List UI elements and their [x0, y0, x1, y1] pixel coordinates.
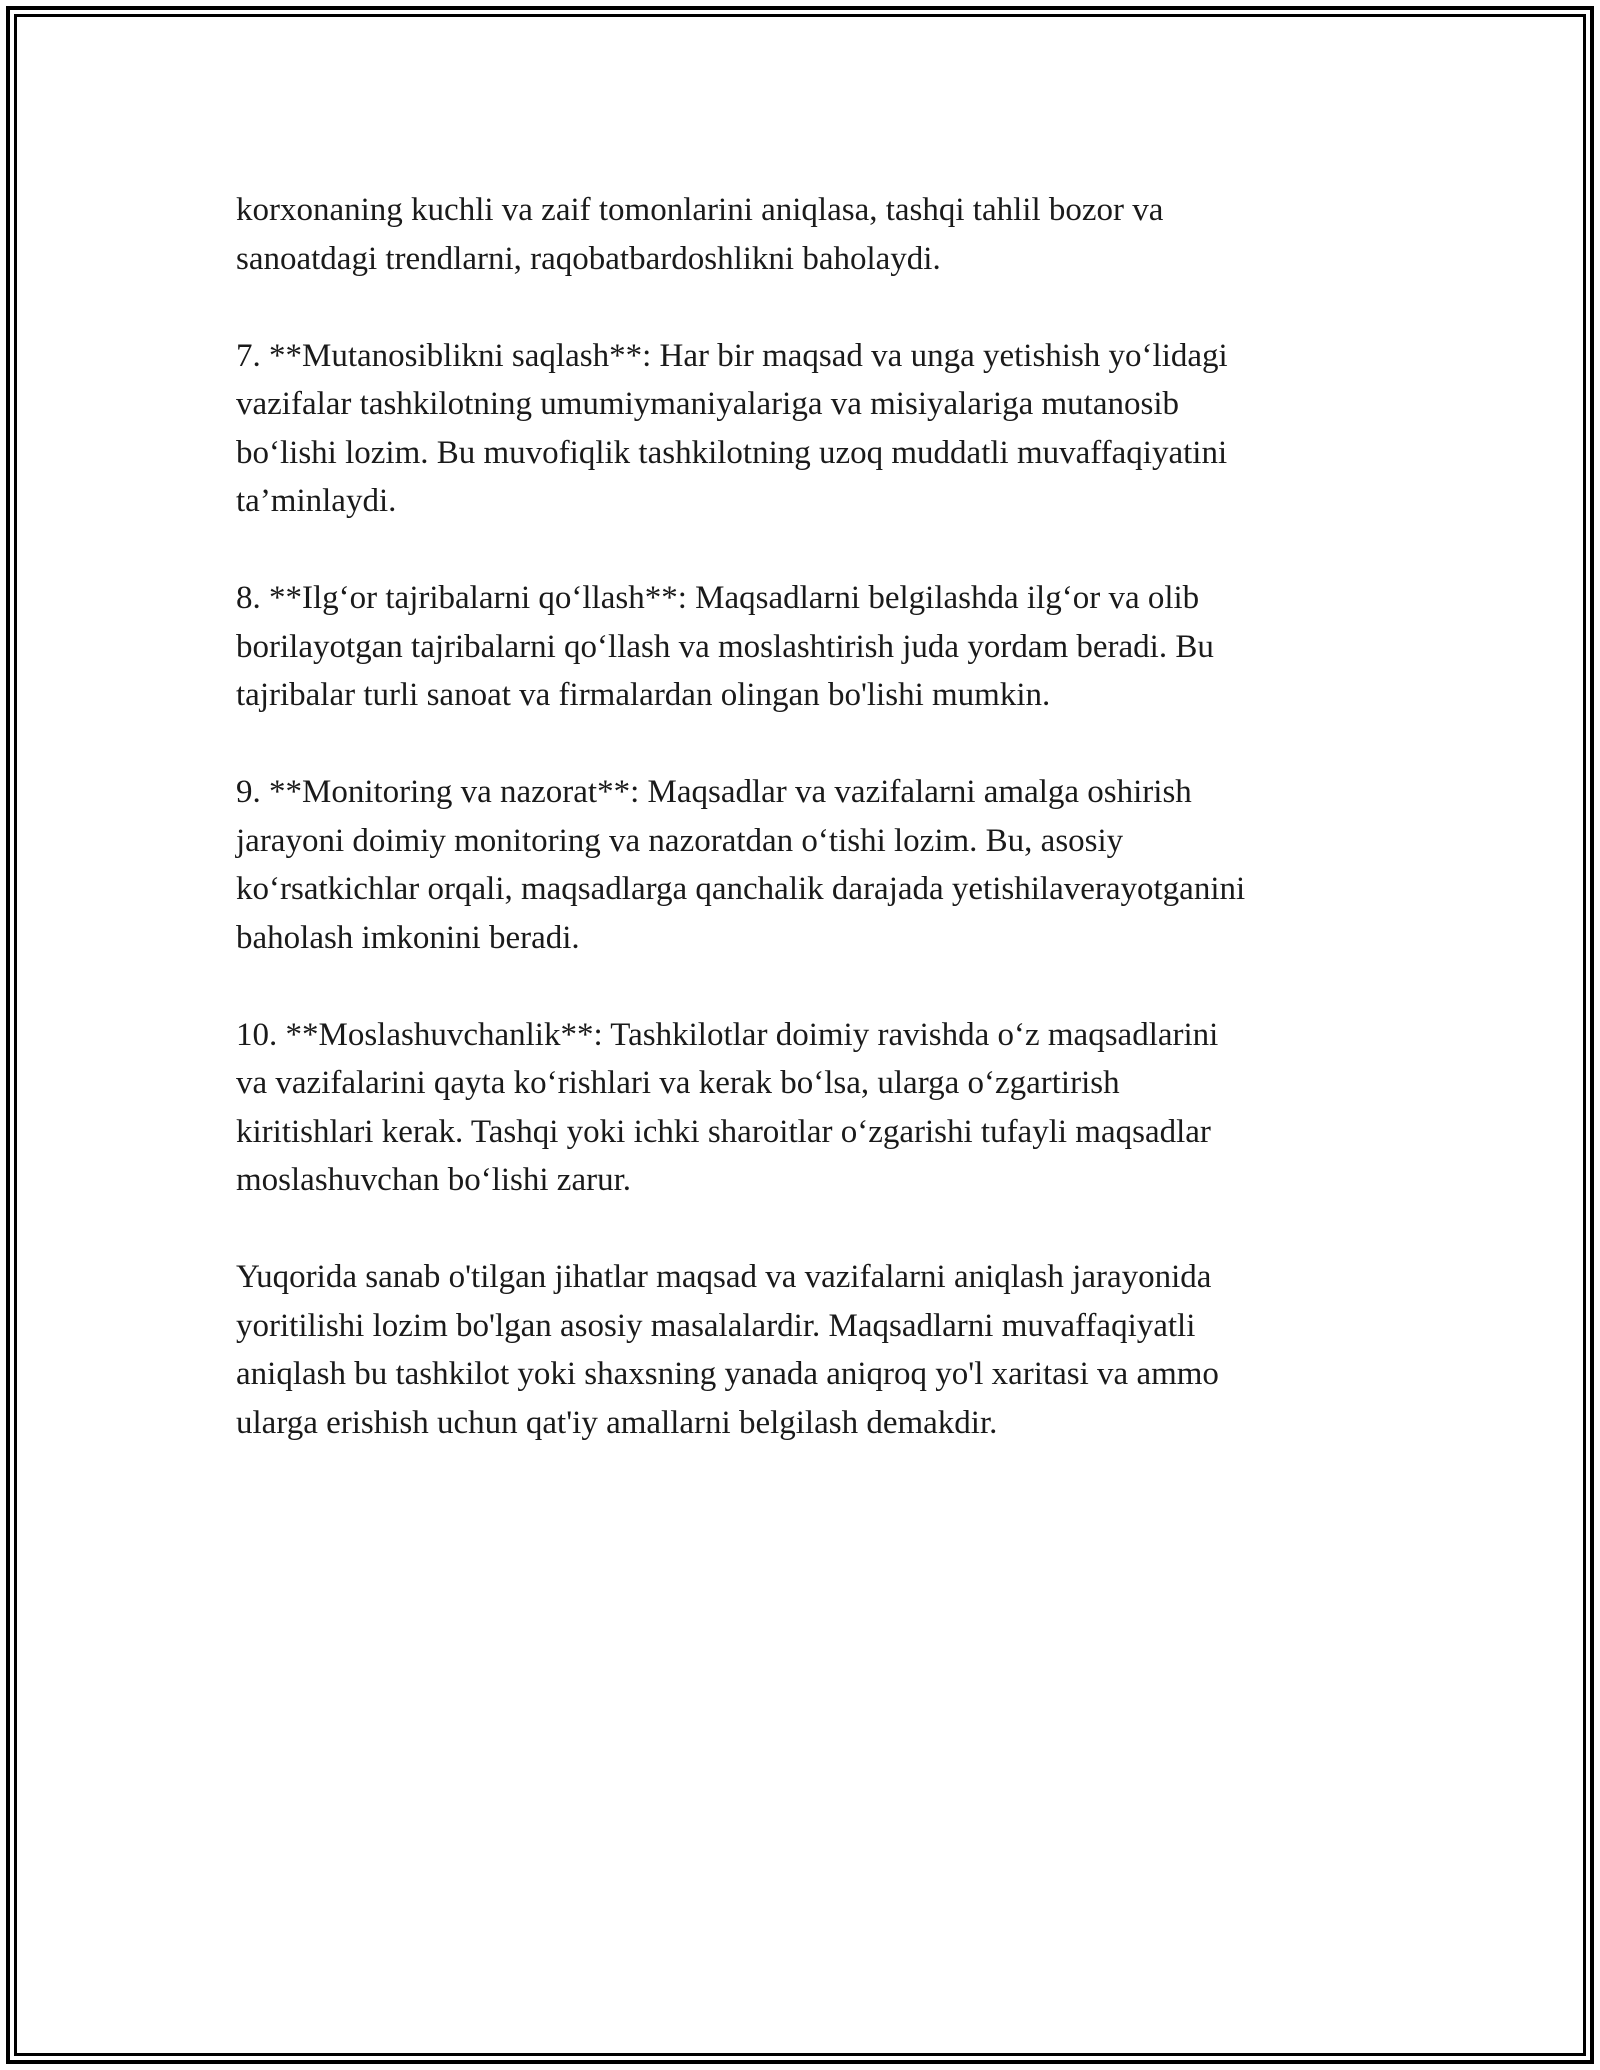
- text-line: va vazifalarini qayta ko‘rishlari va kerak bo‘lsa, ularga o‘zgartirish: [236, 1065, 1120, 1101]
- text-line: korxonaning kuchli va zaif tomonlarini aniqlasa, tashqi tahlil bozor va: [236, 192, 1164, 228]
- document-body: [236, 186, 1386, 1496]
- paragraph-item-10: [236, 1011, 1386, 1205]
- text-line: Yuqorida sanab o'tilgan jihatlar maqsad va vazifalarni aniqlash jarayonida: [236, 1259, 1212, 1295]
- text-line: baholash imkonini beradi.: [236, 919, 580, 956]
- text-line: 10. **Moslashuvchanlik**: Tashkilotlar doimiy ravishda o‘z maqsadlarini: [236, 1016, 1219, 1053]
- text-line: 9. **Monitoring va nazorat**: Maqsadlar va vazifalarni amalga oshirish: [236, 774, 1192, 810]
- paragraph-item-7: [236, 332, 1386, 526]
- paragraph-item-9: [236, 768, 1386, 962]
- text-line: sanoatdagi trendlarni, raqobatbardoshlikni baholaydi.: [236, 240, 941, 277]
- text-line: kiritishlari kerak. Tashqi yoki ichki sharoitlar o‘zgarishi tufayli maqsadlar: [236, 1113, 1211, 1150]
- text-line: tajribalar turli sanoat va firmalardan olingan bo'lishi mumkin.: [236, 677, 1051, 713]
- text-line: jarayoni doimiy monitoring va nazoratdan o‘tishi lozim. Bu, asosiy: [236, 822, 1124, 859]
- text-line: bo‘lishi lozim. Bu muvofiqlik tashkilotning uzoq muddatli muvaffaqiyatini: [236, 434, 1228, 471]
- text-line: 8. **Ilg‘or tajribalarni qo‘llash**: Maqsadlarni belgilashda ilg‘or va olib: [236, 580, 1200, 616]
- text-line: yoritilishi lozim bo'lgan asosiy masalalardir. Maqsadlarni muvaffaqiyatli: [236, 1307, 1196, 1344]
- text-line: borilayotgan tajribalarni qo‘llash va moslashtirish juda yordam beradi. Bu: [236, 628, 1214, 665]
- text-line: ta’minlaydi.: [236, 483, 397, 519]
- text-line: ularga erishish uchun qat'iy amallarni belgilash demakdir.: [236, 1404, 998, 1441]
- paragraph-swot-continuation: [236, 186, 1386, 283]
- text-line: aniqlash bu tashkilot yoki shaxsning yanada aniqroq yo'l xaritasi va ammo: [236, 1356, 1219, 1392]
- text-line: ko‘rsatkichlar orqali, maqsadlarga qanchalik darajada yetishilaverayotganini: [236, 871, 1246, 907]
- paragraph-conclusion: [236, 1253, 1386, 1447]
- text-line: 7. **Mutanosiblikni saqlash**: Har bir maqsad va unga yetishish yo‘lidagi: [236, 337, 1228, 374]
- text-line: moslashuvchan bo‘lishi zarur.: [236, 1162, 632, 1198]
- text-line: vazifalar tashkilotning umumiymaniyalariga va misiyalariga mutanosib: [236, 386, 1179, 422]
- paragraph-item-8: [236, 574, 1386, 720]
